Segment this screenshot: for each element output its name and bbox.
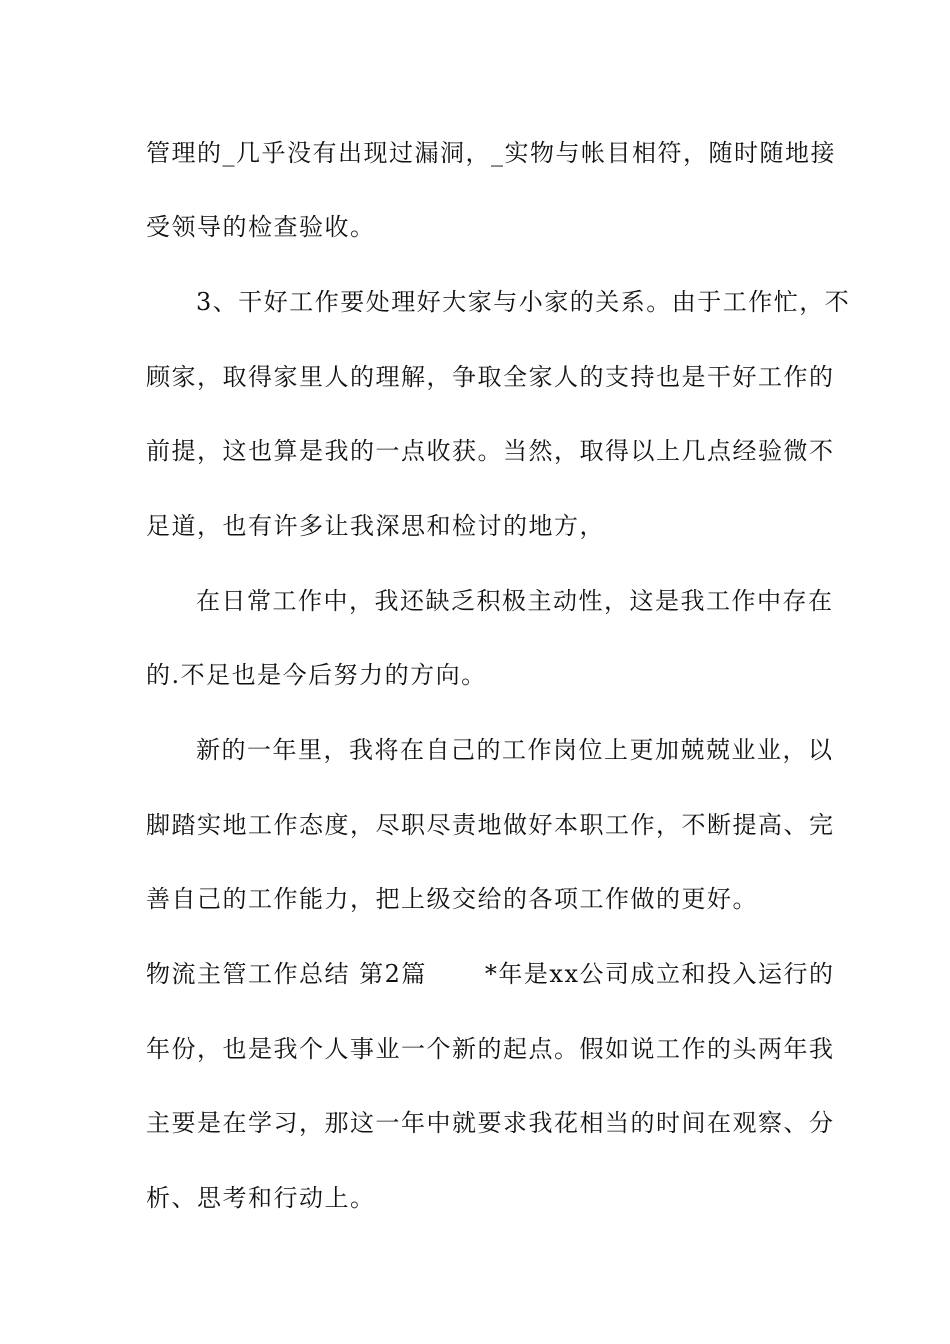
paragraph-line: 年份，也是我个人事业一个新的起点。假如说工作的头两年我: [146, 1035, 835, 1063]
paragraph-line: 管理的_几乎没有出现过漏洞，_实物与帐目相符，随时随地接: [146, 139, 836, 167]
paragraph-line: 主要是在学习，那这一年中就要求我花相当的时间在观察、分: [146, 1109, 835, 1137]
paragraph-line: 3、干好工作要处理好大家与小家的关系。由于工作忙，不: [196, 288, 851, 316]
paragraph-line: 脚踏实地工作态度，尽职尽责地做好本职工作，不断提高、完: [146, 811, 835, 839]
paragraph-line: 前提，这也算是我的一点收获。当然，取得以上几点经验微不: [146, 437, 835, 465]
paragraph-line: 受领导的检查验收。: [146, 213, 376, 241]
paragraph-line: 析、思考和行动上。: [146, 1184, 376, 1212]
paragraph-line: 顾家，取得家里人的理解，争取全家人的支持也是干好工作的: [146, 363, 835, 391]
paragraph-line: 新的一年里，我将在自己的工作岗位上更加兢兢业业，以: [196, 736, 834, 764]
paragraph-line: 善自己的工作能力，把上级交给的各项工作做的更好。: [146, 885, 758, 913]
paragraph-line: 的.不足也是今后努力的方向。: [146, 661, 487, 689]
paragraph-line: 足道，也有许多让我深思和检讨的地方，: [146, 512, 605, 540]
section-heading-line: [146, 959, 835, 989]
section-heading: 物流主管工作总结 第2篇: [146, 960, 427, 988]
paragraph-line: 在日常工作中，我还缺乏积极主动性，这是我工作中存在: [196, 587, 834, 615]
section-first-line: *年是xx公司成立和投入运行的: [484, 960, 835, 988]
